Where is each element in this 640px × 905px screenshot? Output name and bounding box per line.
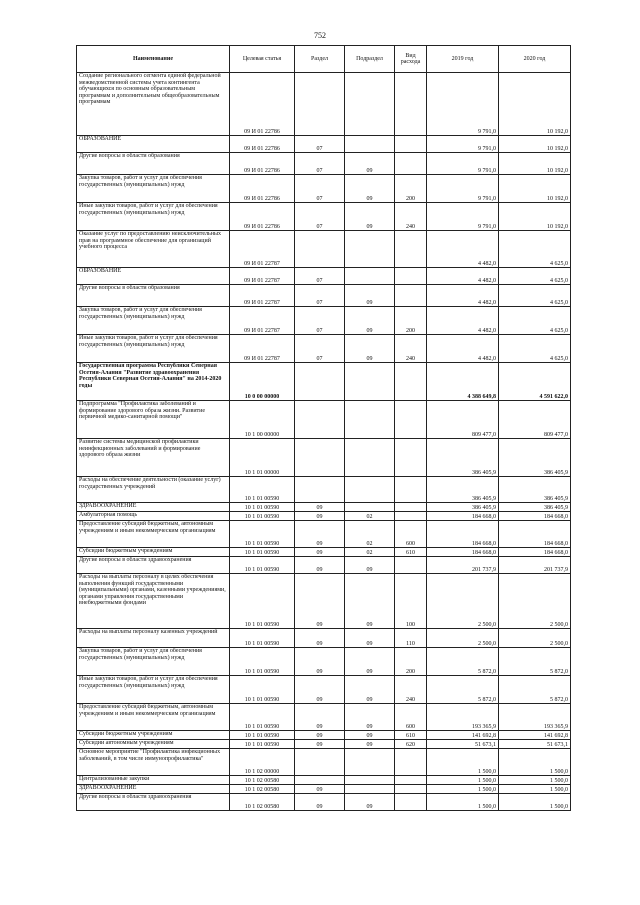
cell-amount-2019: 2 500,0 <box>427 574 499 629</box>
cell-amount-2019: 5 872,0 <box>427 648 499 676</box>
cell-amount-2019: 4 482,0 <box>427 307 499 335</box>
cell-expense-type <box>395 785 427 794</box>
cell-target-article: 09 И 01 22786 <box>230 136 295 153</box>
table-row <box>77 740 571 749</box>
cell-subsection <box>345 268 395 285</box>
cell-target-article: 10 1 02 00580 <box>230 785 295 794</box>
cell-target-article: 09 И 01 22787 <box>230 231 295 268</box>
cell-amount-2019: 4 482,0 <box>427 335 499 363</box>
cell-name: Субсидии автономным учреждениям <box>77 740 230 749</box>
cell-subsection: 02 <box>345 548 395 557</box>
cell-amount-2020: 4 591 622,0 <box>499 363 571 401</box>
cell-name: Закупка товаров, работ и услуг для обеспечения государственных (муниципальных) нужд <box>77 648 230 676</box>
table-row <box>77 512 571 521</box>
cell-name: Другие вопросы в области образования <box>77 153 230 175</box>
cell-expense-type <box>395 136 427 153</box>
cell-section: 07 <box>295 153 345 175</box>
table-row <box>77 175 571 203</box>
cell-section: 07 <box>295 268 345 285</box>
cell-name: ОБРАЗОВАНИЕ <box>77 268 230 285</box>
cell-section: 09 <box>295 794 345 811</box>
cell-amount-2020: 184 668,0 <box>499 521 571 548</box>
cell-section <box>295 749 345 776</box>
cell-target-article: 10 1 01 00590 <box>230 477 295 503</box>
table-row <box>77 231 571 268</box>
cell-section: 09 <box>295 521 345 548</box>
table-row <box>77 776 571 785</box>
table-row <box>77 629 571 648</box>
cell-name: ЗДРАВООХРАНЕНИЕ <box>77 503 230 512</box>
cell-subsection: 09 <box>345 153 395 175</box>
cell-amount-2019: 9 791,0 <box>427 73 499 136</box>
cell-name: Централизованные закупки <box>77 776 230 785</box>
cell-expense-type: 200 <box>395 307 427 335</box>
cell-amount-2019: 9 791,0 <box>427 203 499 231</box>
table-body <box>77 73 571 811</box>
cell-target-article: 10 1 01 00590 <box>230 557 295 574</box>
cell-name: Другие вопросы в области здравоохранения <box>77 557 230 574</box>
cell-name: Расходы на обеспечение деятельности (оказание услуг) государственных учреждений <box>77 477 230 503</box>
cell-amount-2019: 184 668,0 <box>427 521 499 548</box>
cell-section <box>295 776 345 785</box>
cell-expense-type: 620 <box>395 740 427 749</box>
table-row <box>77 401 571 439</box>
cell-target-article: 10 1 00 00000 <box>230 401 295 439</box>
cell-amount-2020: 10 192,0 <box>499 203 571 231</box>
cell-section <box>295 477 345 503</box>
cell-subsection: 02 <box>345 521 395 548</box>
cell-subsection <box>345 785 395 794</box>
cell-target-article: 10 1 01 00590 <box>230 676 295 704</box>
cell-amount-2020: 1 500,0 <box>499 785 571 794</box>
cell-section: 09 <box>295 503 345 512</box>
cell-amount-2019: 4 482,0 <box>427 285 499 307</box>
cell-target-article: 10 0 00 00000 <box>230 363 295 401</box>
cell-amount-2019: 386 405,9 <box>427 477 499 503</box>
cell-target-article: 09 И 01 22786 <box>230 153 295 175</box>
cell-amount-2019: 1 500,0 <box>427 776 499 785</box>
cell-amount-2020: 1 500,0 <box>499 794 571 811</box>
cell-name: Основное мероприятие "Профилактика инфекционных заболеваний, в том числе иммунопрофилактика" <box>77 749 230 776</box>
cell-subsection <box>345 363 395 401</box>
table-row <box>77 477 571 503</box>
cell-expense-type <box>395 268 427 285</box>
cell-expense-type <box>395 749 427 776</box>
cell-name: Расходы на выплаты персоналу в целях обеспечения выполнения функций государственными (муниципальными) органами, казенными учреждениями, органами управления государственными внебюджетными фондами <box>77 574 230 629</box>
cell-name: Другие вопросы в области образования <box>77 285 230 307</box>
cell-expense-type <box>395 512 427 521</box>
cell-section <box>295 73 345 136</box>
cell-amount-2019: 184 668,0 <box>427 548 499 557</box>
cell-amount-2020: 5 872,0 <box>499 676 571 704</box>
cell-target-article: 10 1 01 00590 <box>230 512 295 521</box>
cell-section <box>295 439 345 477</box>
cell-section: 09 <box>295 648 345 676</box>
cell-subsection: 09 <box>345 676 395 704</box>
cell-subsection: 09 <box>345 557 395 574</box>
cell-amount-2020: 184 668,0 <box>499 512 571 521</box>
cell-section: 07 <box>295 136 345 153</box>
cell-name: Субсидии бюджетным учреждениям <box>77 548 230 557</box>
cell-expense-type <box>395 477 427 503</box>
table-row <box>77 704 571 731</box>
header-section: Раздел <box>295 46 345 73</box>
cell-amount-2019: 201 737,9 <box>427 557 499 574</box>
cell-target-article: 09 И 01 22787 <box>230 285 295 307</box>
cell-amount-2020: 10 192,0 <box>499 73 571 136</box>
cell-subsection <box>345 136 395 153</box>
cell-amount-2020: 184 668,0 <box>499 548 571 557</box>
table-row <box>77 203 571 231</box>
cell-target-article: 10 1 01 00590 <box>230 731 295 740</box>
header-name: Наименование <box>77 46 230 73</box>
table-row <box>77 285 571 307</box>
cell-amount-2020: 10 192,0 <box>499 175 571 203</box>
table-row <box>77 676 571 704</box>
page-number: 752 <box>314 31 326 40</box>
cell-target-article: 10 1 01 00590 <box>230 740 295 749</box>
cell-target-article: 09 И 01 22787 <box>230 335 295 363</box>
budget-table <box>76 45 571 811</box>
cell-target-article: 09 И 01 22786 <box>230 203 295 231</box>
cell-section: 09 <box>295 740 345 749</box>
table-row <box>77 307 571 335</box>
cell-name: Оказание услуг по предоставлению неисключительных прав на программное обеспечение для организаций учебного процесса <box>77 231 230 268</box>
cell-name: Подпрограмма "Профилактика заболеваний и формирование здорового образа жизни. Развитие первичной медико-санитарной помощи" <box>77 401 230 439</box>
cell-subsection <box>345 401 395 439</box>
cell-target-article: 10 1 01 00590 <box>230 521 295 548</box>
cell-name: Государственная программа Республики Северная Осетия-Алания "Развитие здравоохранения Республики Северная Осетия-Алания" на 2014-2020 годы <box>77 363 230 401</box>
cell-target-article: 09 И 01 22787 <box>230 307 295 335</box>
cell-name: Закупка товаров, работ и услуг для обеспечения государственных (муниципальных) нужд <box>77 307 230 335</box>
cell-target-article: 10 1 02 00580 <box>230 794 295 811</box>
header-year-2019: 2019 год <box>427 46 499 73</box>
header-subsection: Подраздел <box>345 46 395 73</box>
table-row <box>77 574 571 629</box>
cell-target-article: 10 1 02 00580 <box>230 776 295 785</box>
cell-subsection <box>345 439 395 477</box>
cell-subsection: 02 <box>345 512 395 521</box>
cell-expense-type: 240 <box>395 335 427 363</box>
cell-amount-2020: 4 625,0 <box>499 231 571 268</box>
cell-subsection <box>345 231 395 268</box>
cell-name: ЗДРАВООХРАНЕНИЕ <box>77 785 230 794</box>
table-row <box>77 648 571 676</box>
cell-amount-2020: 4 625,0 <box>499 307 571 335</box>
cell-subsection: 09 <box>345 629 395 648</box>
table-row <box>77 73 571 136</box>
cell-amount-2020: 1 500,0 <box>499 749 571 776</box>
cell-expense-type <box>395 439 427 477</box>
cell-amount-2019: 51 673,1 <box>427 740 499 749</box>
cell-amount-2020: 2 500,0 <box>499 574 571 629</box>
cell-amount-2020: 10 192,0 <box>499 153 571 175</box>
cell-subsection <box>345 477 395 503</box>
cell-subsection: 09 <box>345 574 395 629</box>
cell-subsection <box>345 749 395 776</box>
cell-expense-type <box>395 401 427 439</box>
table-row <box>77 785 571 794</box>
cell-amount-2019: 141 692,8 <box>427 731 499 740</box>
cell-amount-2020: 141 692,8 <box>499 731 571 740</box>
cell-expense-type <box>395 557 427 574</box>
cell-amount-2019: 4 482,0 <box>427 231 499 268</box>
header-target-article: Целевая статья <box>230 46 295 73</box>
cell-amount-2019: 9 791,0 <box>427 136 499 153</box>
cell-amount-2019: 4 482,0 <box>427 268 499 285</box>
cell-target-article: 09 И 01 22786 <box>230 175 295 203</box>
cell-amount-2019: 809 477,0 <box>427 401 499 439</box>
cell-subsection: 09 <box>345 335 395 363</box>
cell-amount-2019: 4 388 649,8 <box>427 363 499 401</box>
cell-subsection: 09 <box>345 285 395 307</box>
cell-amount-2019: 5 872,0 <box>427 676 499 704</box>
cell-target-article: 10 1 01 00000 <box>230 439 295 477</box>
cell-expense-type: 610 <box>395 731 427 740</box>
cell-amount-2020: 193 365,9 <box>499 704 571 731</box>
cell-name: Закупка товаров, работ и услуг для обеспечения государственных (муниципальных) нужд <box>77 175 230 203</box>
cell-name: Расходы на выплаты персоналу казенных учреждений <box>77 629 230 648</box>
cell-amount-2020: 1 500,0 <box>499 776 571 785</box>
cell-amount-2020: 4 625,0 <box>499 268 571 285</box>
table-header-row <box>77 46 571 73</box>
cell-target-article: 10 1 01 00590 <box>230 629 295 648</box>
table-row <box>77 731 571 740</box>
cell-subsection <box>345 73 395 136</box>
cell-amount-2019: 1 500,0 <box>427 794 499 811</box>
cell-expense-type: 240 <box>395 203 427 231</box>
cell-expense-type <box>395 73 427 136</box>
table-row <box>77 153 571 175</box>
table-row <box>77 363 571 401</box>
cell-expense-type: 200 <box>395 648 427 676</box>
cell-section: 07 <box>295 175 345 203</box>
cell-name: Амбулаторная помощь <box>77 512 230 521</box>
cell-expense-type: 110 <box>395 629 427 648</box>
table-row <box>77 335 571 363</box>
cell-section: 09 <box>295 704 345 731</box>
cell-amount-2019: 386 405,9 <box>427 439 499 477</box>
cell-subsection <box>345 776 395 785</box>
table-row <box>77 503 571 512</box>
cell-section: 09 <box>295 676 345 704</box>
cell-amount-2020: 4 625,0 <box>499 285 571 307</box>
cell-section: 07 <box>295 285 345 307</box>
cell-section <box>295 401 345 439</box>
cell-amount-2020: 386 405,9 <box>499 439 571 477</box>
cell-subsection: 09 <box>345 731 395 740</box>
cell-expense-type: 600 <box>395 521 427 548</box>
cell-section: 09 <box>295 548 345 557</box>
cell-subsection: 09 <box>345 175 395 203</box>
cell-amount-2019: 9 791,0 <box>427 153 499 175</box>
cell-name: Иные закупки товаров, работ и услуг для обеспечения государственных (муниципальных) нужд <box>77 335 230 363</box>
cell-section <box>295 231 345 268</box>
cell-target-article: 10 1 01 00590 <box>230 648 295 676</box>
cell-amount-2019: 184 668,0 <box>427 512 499 521</box>
cell-amount-2020: 386 405,9 <box>499 477 571 503</box>
cell-section: 07 <box>295 335 345 363</box>
cell-section: 07 <box>295 307 345 335</box>
cell-expense-type <box>395 153 427 175</box>
header-year-2020: 2020 год <box>499 46 571 73</box>
cell-expense-type: 600 <box>395 704 427 731</box>
header-expense-type: Вид расхода <box>395 46 427 73</box>
cell-name: Иные закупки товаров, работ и услуг для обеспечения государственных (муниципальных) нужд <box>77 676 230 704</box>
cell-expense-type <box>395 503 427 512</box>
cell-section: 07 <box>295 203 345 231</box>
cell-name: Создание регионального сегмента единой федеральной межведомственной системы учета контингента обучающихся по основным образовательным программам и дополнительным общеобразовательным программам <box>77 73 230 136</box>
cell-name: Субсидии бюджетным учреждениям <box>77 731 230 740</box>
cell-target-article: 09 И 01 22787 <box>230 268 295 285</box>
cell-amount-2020: 51 673,1 <box>499 740 571 749</box>
cell-amount-2020: 201 737,9 <box>499 557 571 574</box>
cell-section: 09 <box>295 512 345 521</box>
cell-section <box>295 363 345 401</box>
cell-target-article: 09 И 01 22786 <box>230 73 295 136</box>
cell-amount-2019: 193 365,9 <box>427 704 499 731</box>
cell-amount-2020: 2 500,0 <box>499 629 571 648</box>
table-row <box>77 268 571 285</box>
cell-name: Предоставление субсидий бюджетным, автономным учреждениям и иным некоммерческим организациям <box>77 521 230 548</box>
cell-amount-2020: 4 625,0 <box>499 335 571 363</box>
cell-name: Развитие системы медицинской профилактики неинфекционных заболеваний и формирование здорового образа жизни <box>77 439 230 477</box>
cell-expense-type <box>395 285 427 307</box>
cell-amount-2019: 9 791,0 <box>427 175 499 203</box>
table-row <box>77 521 571 548</box>
cell-name: ОБРАЗОВАНИЕ <box>77 136 230 153</box>
cell-expense-type <box>395 776 427 785</box>
cell-target-article: 10 1 02 00000 <box>230 749 295 776</box>
cell-amount-2020: 386 405,9 <box>499 503 571 512</box>
table-row <box>77 548 571 557</box>
cell-amount-2019: 1 500,0 <box>427 785 499 794</box>
cell-target-article: 10 1 01 00590 <box>230 574 295 629</box>
cell-expense-type <box>395 231 427 268</box>
cell-subsection: 09 <box>345 704 395 731</box>
cell-expense-type: 240 <box>395 676 427 704</box>
cell-name: Иные закупки товаров, работ и услуг для обеспечения государственных (муниципальных) нужд <box>77 203 230 231</box>
table-row <box>77 136 571 153</box>
cell-expense-type: 200 <box>395 175 427 203</box>
cell-amount-2020: 809 477,0 <box>499 401 571 439</box>
cell-amount-2020: 10 192,0 <box>499 136 571 153</box>
table-row <box>77 794 571 811</box>
cell-target-article: 10 1 01 00590 <box>230 548 295 557</box>
cell-subsection <box>345 503 395 512</box>
cell-section: 09 <box>295 731 345 740</box>
cell-name: Предоставление субсидий бюджетным, автономным учреждениям и иным некоммерческим организациям <box>77 704 230 731</box>
cell-subsection: 09 <box>345 794 395 811</box>
cell-section: 09 <box>295 629 345 648</box>
cell-section: 09 <box>295 557 345 574</box>
cell-target-article: 10 1 01 00590 <box>230 704 295 731</box>
cell-subsection: 09 <box>345 740 395 749</box>
cell-target-article: 10 1 01 00590 <box>230 503 295 512</box>
cell-expense-type: 100 <box>395 574 427 629</box>
table-row <box>77 557 571 574</box>
cell-section: 09 <box>295 574 345 629</box>
cell-subsection: 09 <box>345 648 395 676</box>
table-row <box>77 439 571 477</box>
cell-amount-2019: 386 405,9 <box>427 503 499 512</box>
cell-amount-2019: 1 500,0 <box>427 749 499 776</box>
cell-amount-2019: 2 500,0 <box>427 629 499 648</box>
cell-expense-type <box>395 363 427 401</box>
cell-expense-type: 610 <box>395 548 427 557</box>
cell-section: 09 <box>295 785 345 794</box>
table-row <box>77 749 571 776</box>
cell-expense-type <box>395 794 427 811</box>
cell-subsection: 09 <box>345 203 395 231</box>
cell-subsection: 09 <box>345 307 395 335</box>
cell-amount-2020: 5 872,0 <box>499 648 571 676</box>
cell-name: Другие вопросы в области здравоохранения <box>77 794 230 811</box>
